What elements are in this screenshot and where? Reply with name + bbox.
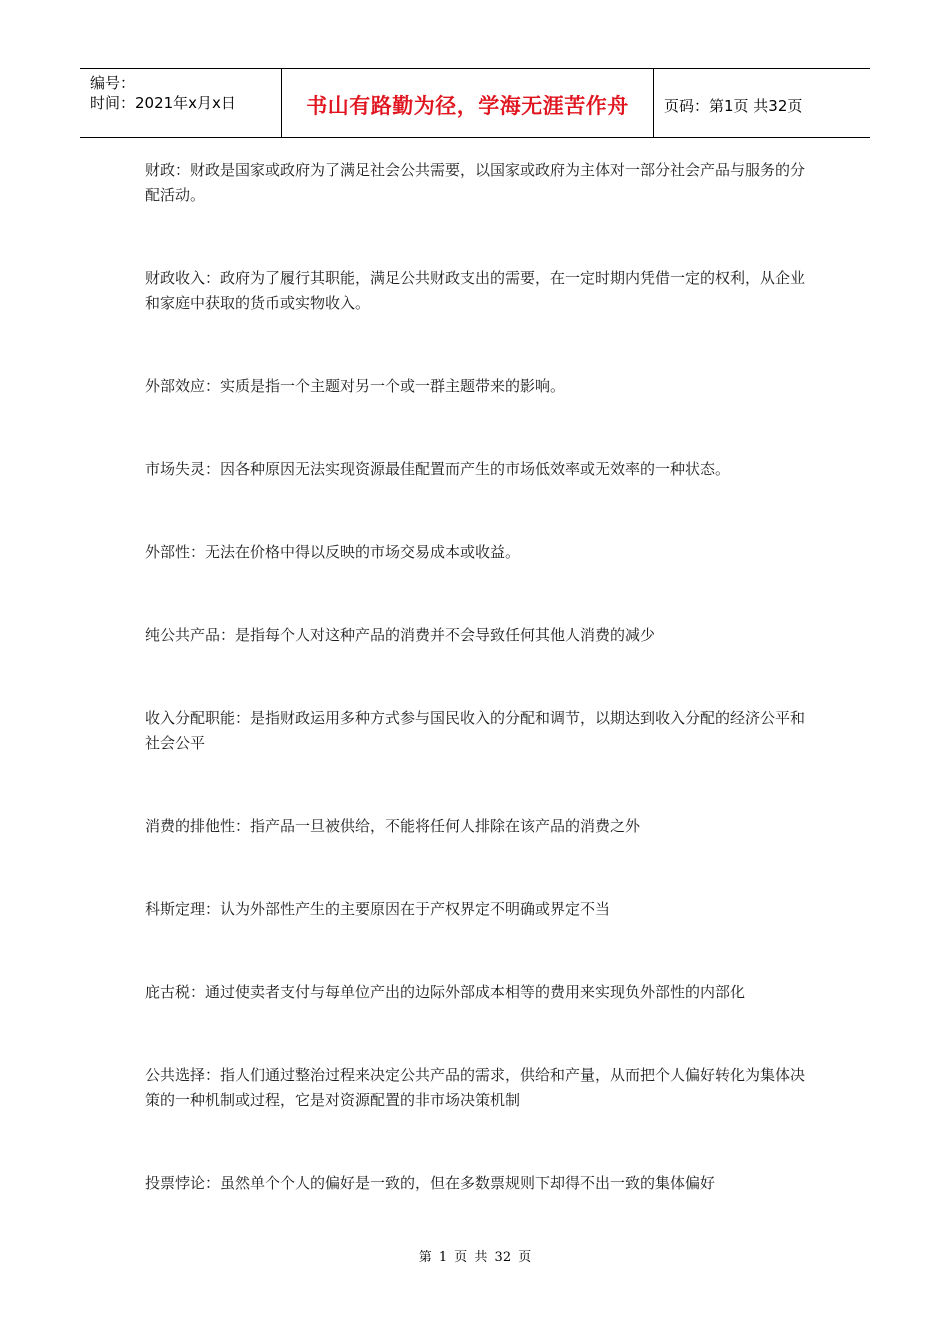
definition-entry: 纯公共产品：是指每个人对这种产品的消费并不会导致任何其他人消费的减少: [145, 626, 656, 644]
definition-list: [145, 158, 805, 1196]
header-motto: 书山有路勤为径，学海无涯苦作舟: [306, 94, 629, 118]
document-number-label: 编号：: [90, 74, 136, 92]
definition-entry: 外部效应：实质是指一个主题对另一个或一群主题带来的影响。: [145, 377, 566, 395]
header-meta: [80, 69, 282, 137]
definition-entry: 投票悖论：虽然单个个人的偏好是一致的，但在多数票规则下却得不出一致的集体偏好: [145, 1174, 716, 1192]
header-motto-cell: [282, 69, 654, 137]
definition-entry: 公共选择：指人们通过整治过程来决定公共产品的需求，供给和产量，从而把个人偏好转化为集体决策的一种机制或过程，它是对资源配置的非市场决策机制: [145, 1066, 806, 1109]
definition-entry: 市场失灵：因各种原因无法实现资源最佳配置而产生的市场低效率或无效率的一种状态。: [145, 460, 731, 478]
definition-entry: 财政收入：政府为了履行其职能，满足公共财政支出的需要，在一定时期内凭借一定的权利，从企业和家庭中获取的货币或实物收入。: [145, 269, 806, 312]
document-date: 时间：2021年x月x日: [90, 94, 236, 112]
definition-entry: 财政：财政是国家或政府为了满足社会公共需要，以国家或政府为主体对一部分社会产品与服务的分配活动。: [145, 161, 806, 204]
definition-entry: 消费的排他性：指产品一旦被供给，不能将任何人排除在该产品的消费之外: [145, 817, 641, 835]
page-footer: 第 1 页 共 32 页: [418, 1250, 532, 1265]
definition-entry: 科斯定理：认为外部性产生的主要原因在于产权界定不明确或界定不当: [145, 900, 611, 918]
definition-entry: 外部性：无法在价格中得以反映的市场交易成本或收益。: [145, 543, 521, 561]
document-header: [80, 68, 870, 138]
definition-entry: 收入分配职能：是指财政运用多种方式参与国民收入的分配和调节，以期达到收入分配的经济公平和社会公平: [145, 709, 806, 752]
header-page-info: 页码：第1页 共32页: [664, 96, 803, 115]
definition-entry: 庇古税：通过使卖者支付与每单位产出的边际外部成本相等的费用来实现负外部性的内部化: [145, 983, 746, 1001]
header-page-cell: [654, 69, 870, 137]
